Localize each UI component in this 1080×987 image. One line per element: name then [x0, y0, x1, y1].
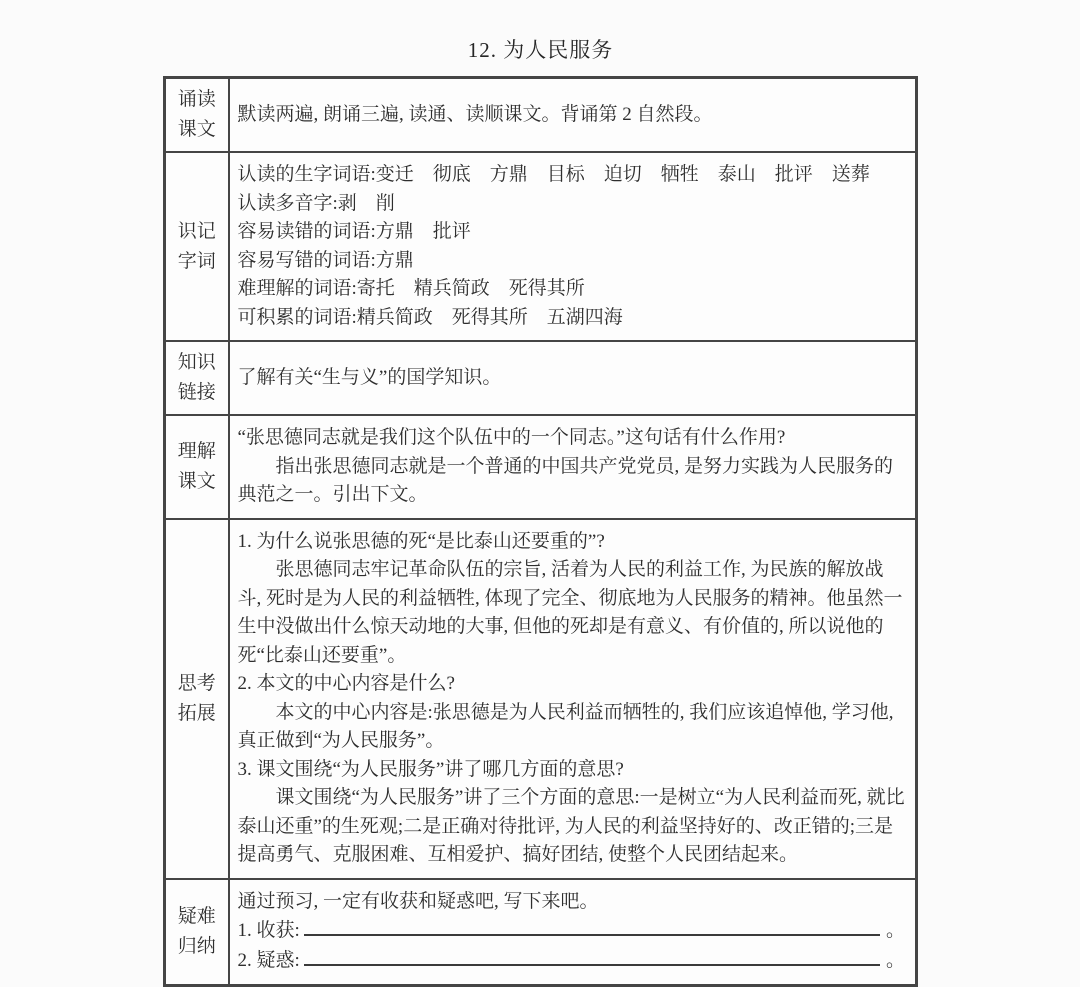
- content-paragraph: 容易写错的词语:方鼎: [237, 249, 414, 271]
- row-content: [229, 152, 917, 341]
- row-header: [165, 341, 229, 415]
- row-header: [165, 152, 229, 341]
- row-content: [229, 78, 917, 153]
- row-header-line: 归纳: [177, 935, 216, 957]
- blank-suffix: 。: [885, 950, 905, 971]
- row-content: [229, 341, 917, 415]
- blank-suffix: 。: [885, 920, 905, 941]
- content-paragraph: 难理解的词语:寄托 精兵简政 死得其所: [237, 278, 585, 299]
- row-header: [165, 415, 229, 519]
- content-paragraph: 认读的生字词语:变迁 彻底 方鼎 目标 迫切 牺牲 泰山 批评 送葬: [237, 164, 870, 185]
- table-row: [165, 879, 917, 986]
- row-header-line: 思考: [177, 672, 216, 694]
- page-title: 12. 为人民服务: [467, 38, 614, 62]
- table-row: [165, 415, 917, 519]
- row-header: [165, 519, 229, 879]
- content-paragraph: 1. 为什么说张思德的死“是比泰山还要重的”?: [237, 530, 605, 552]
- row-header-line: 诵读: [177, 89, 216, 110]
- row-header: [165, 879, 229, 986]
- content-paragraph: 了解有关“生与义”的国学知识。: [237, 366, 502, 388]
- fill-in-blank-line: [238, 916, 906, 946]
- content-paragraph: 默读两遍, 朗诵三遍, 读通、读顺课文。背诵第 2 自然段。: [237, 103, 713, 125]
- blank-label: 1. 收获:: [237, 920, 300, 941]
- row-header-line: 链接: [177, 382, 216, 403]
- content-paragraph: 3. 课文围绕“为人民服务”讲了哪几方面的意思?: [237, 758, 624, 780]
- row-header-line: 知识: [177, 352, 216, 373]
- row-header-line: 课文: [177, 470, 216, 492]
- fill-in-blank-rule: [304, 916, 880, 936]
- table-row: [165, 78, 917, 153]
- table-row: [165, 341, 917, 415]
- content-paragraph: 2. 本文的中心内容是什么?: [237, 673, 455, 694]
- fill-in-blank-line: [238, 946, 906, 976]
- row-header-line: 课文: [177, 119, 216, 140]
- row-header-line: 拓展: [177, 702, 216, 724]
- worksheet-table: [163, 76, 918, 987]
- fill-in-blank-rule: [304, 946, 880, 966]
- content-paragraph: “张思德同志就是我们这个队伍中的一个同志。”这句话有什么作用?: [237, 427, 786, 448]
- worksheet-page: [163, 0, 918, 987]
- row-content: [229, 415, 917, 519]
- row-header-line: 疑难: [177, 905, 216, 927]
- content-paragraph: 本文的中心内容是:张思德是为人民利益而牺牲的, 我们应该追悼他, 学习他, 真正做到“为人民服务”。: [237, 701, 894, 751]
- content-paragraph: 张思德同志牢记革命队伍的宗旨, 活着为人民的利益工作, 为民族的解放战斗, 死时是为人民的利益牺牲, 体现了完全、彻底地为人民服务的精神。他虽然一生中没做出什么惊天动地的大事, 但他的死却是有意义、有价值的, 所以说他的死“比泰山还要重”。: [237, 559, 903, 666]
- row-content: [229, 879, 917, 986]
- table-row: [165, 519, 917, 879]
- table-row: [165, 152, 917, 341]
- content-paragraph: 指出张思德同志就是一个普通的中国共产党党员, 是努力实践为人民服务的典范之一。引出下文。: [237, 455, 894, 505]
- row-header-line: 识记: [177, 220, 216, 242]
- blank-label: 2. 疑惑:: [237, 950, 300, 971]
- content-paragraph: 容易读错的词语:方鼎 批评: [237, 221, 471, 242]
- content-paragraph: 课文围绕“为人民服务”讲了三个方面的意思:一是树立“为人民利益而死, 就比泰山还重”的生死观;二是正确对待批评, 为人民的利益坚持好的、改正错的;三是提高勇气、克服困难、互相爱护、搞好团结, 使整个人民团结起来。: [237, 787, 905, 865]
- row-content: [229, 519, 917, 879]
- content-paragraph: 通过预习, 一定有收获和疑惑吧, 写下来吧。: [237, 890, 599, 912]
- worksheet-table-body: [165, 78, 917, 986]
- row-header-line: 理解: [177, 440, 216, 462]
- row-header: [165, 78, 229, 153]
- content-paragraph: 认读多音字:剥 削: [237, 192, 395, 214]
- content-paragraph: 可积累的词语:精兵简政 死得其所 五湖四海: [237, 306, 623, 328]
- row-header-line: 字词: [177, 250, 216, 272]
